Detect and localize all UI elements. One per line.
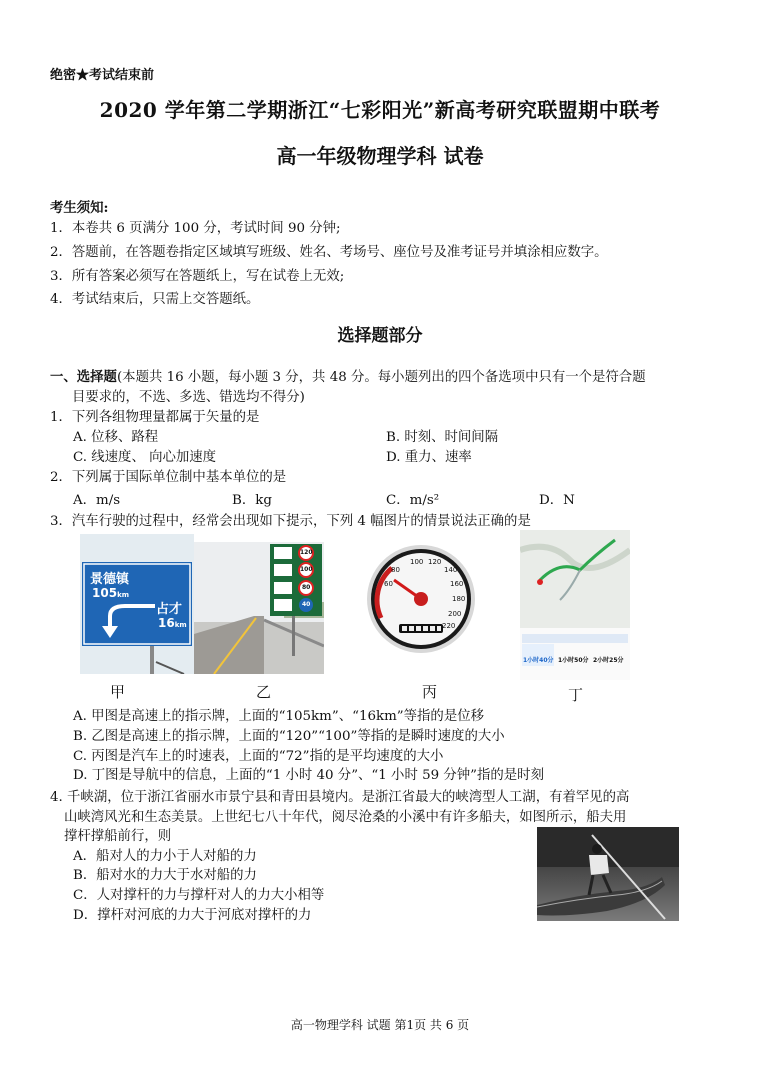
question-2-option-d: D．N	[539, 493, 575, 508]
question-2-option-b: B．kg	[232, 493, 272, 508]
question-2-option-a: A．m/s	[73, 493, 121, 508]
question-4-option-c: C．人对撑杆的力与撑杆对人的力大小相等	[73, 888, 325, 903]
speedo-tick-80: 80	[391, 566, 400, 574]
notice-item-2: 2．答题前，在答题卷指定区域填写班级、姓名、考场号、座位号及准考证号并填涂相应数字。	[50, 245, 608, 260]
figure-bing-speedometer	[364, 540, 478, 658]
question-3-option-a: A. 甲图是高速上的指示牌，上面的“105km”、“16km”等指的是位移	[73, 709, 484, 724]
sign-town: 占才	[156, 602, 183, 617]
section-title: 选择题部分	[337, 326, 423, 346]
question-1-stem: 1．下列各组物理量都属于矢量的是	[50, 410, 260, 425]
figure-jia-road-sign	[80, 534, 194, 674]
speedo-tick-100: 100	[410, 558, 424, 566]
question-4-option-d: D．撑杆对河底的力大于河底对撑杆的力	[73, 908, 312, 923]
question-1-option-b: B. 时刻、时间间隔	[386, 430, 499, 445]
figure-ding-navigation-map	[520, 530, 630, 680]
question-3-option-d: D. 丁图是导航中的信息，上面的“1 小时 40 分”、“1 小时 59 分钟”指的是时刻	[73, 768, 544, 783]
speedo-tick-200: 200	[448, 610, 462, 618]
question-1-option-a: A. 位移、路程	[73, 430, 159, 445]
question-3-option-c: C. 丙图是汽车上的时速表，上面的“72”指的是平均速度的大小	[73, 749, 444, 764]
caption-bing: 丙	[422, 683, 438, 701]
speedo-tick-180: 180	[452, 595, 466, 603]
exam-title: 2020 学年第二学期浙江“七彩阳光”新高考研究联盟期中联考	[99, 98, 661, 122]
question-4-option-a: A．船对人的力小于人对船的力	[73, 849, 257, 864]
question-4-stem-line3: 撑杆撑船前行，则	[64, 829, 172, 844]
speedo-tick-120: 120	[428, 558, 442, 566]
speedo-tick-220: 220	[442, 622, 456, 630]
figure-yi-speed-limit-signs	[194, 542, 324, 674]
question-1-option-c: C. 线速度、 向心加速度	[73, 450, 217, 465]
sign-distance-2: 16km	[158, 616, 187, 630]
question-1-option-d: D. 重力、速率	[386, 450, 472, 465]
page-footer: 高一物理学科 试题 第1页 共 6 页	[290, 1018, 470, 1032]
question-2-stem: 2．下列属于国际单位制中基本单位的是	[50, 470, 287, 485]
sign-city: 景德镇	[90, 572, 130, 587]
question-3-stem: 3．汽车行驶的过程中，经常会出现如下提示，下列 4 幅图片的情景说法正确的是	[50, 514, 531, 529]
part-intro-text: (本题共 16 小题，每小题 3 分，共 48 分。每小题列出的四个备选项中只有一个是符合题	[116, 370, 646, 385]
question-4-stem-line2: 山峡湾风光和生态美景。上世纪七八十年代，阅尽沧桑的小溪中有许多船夫，如图所示，船夫用	[64, 810, 627, 825]
sign-distance-1: 105km	[92, 586, 130, 600]
confidential-mark: 绝密★考试结束前	[50, 68, 155, 83]
question-3-option-b: B. 乙图是高速上的指示牌，上面的“120”“100”等指的是瞬时速度的大小	[73, 729, 505, 744]
figure-boatman-photo	[537, 827, 679, 921]
part-intro-line2: 目要求的，不选、多选、错选均不得分)	[72, 390, 305, 405]
question-4-stem-line1: 4. 千峡湖，位于浙江省丽水市景宁县和青田县境内。是浙江省最大的峡湾型人工湖，有着罕见的高	[50, 790, 630, 805]
speedo-tick-140: 140	[444, 566, 458, 574]
notice-item-1: 1．本卷共 6 页满分 100 分，考试时间 90 分钟;	[50, 221, 341, 236]
caption-jia: 甲	[110, 683, 126, 701]
nav-route-2: 1小时50分	[558, 657, 589, 664]
speedo-tick-60: 60	[384, 580, 393, 588]
speed-limit-120: 120	[300, 549, 313, 556]
exam-subtitle: 高一年级物理学科 试卷	[276, 144, 484, 168]
notice-item-3: 3．所有答案必须写在答题纸上，写在试卷上无效;	[50, 269, 345, 284]
notice-item-4: 4．考试结束后，只需上交答题纸。	[50, 292, 260, 307]
speed-limit-100: 100	[300, 566, 313, 573]
speed-limit-min: 40	[302, 601, 311, 608]
notice-heading: 考生须知:	[50, 200, 109, 216]
speedo-tick-160: 160	[450, 580, 464, 588]
nav-route-1: 1小时40分	[523, 657, 554, 664]
question-2-option-c: C．m/s²	[386, 493, 440, 508]
part-intro	[50, 368, 646, 387]
caption-yi: 乙	[256, 683, 272, 701]
nav-route-3: 2小时25分	[593, 657, 624, 664]
question-4-option-b: B．船对水的力大于水对船的力	[73, 868, 257, 883]
speed-limit-80: 80	[302, 584, 311, 591]
part-label: 一、选择题	[50, 369, 117, 385]
caption-ding: 丁	[568, 686, 584, 704]
